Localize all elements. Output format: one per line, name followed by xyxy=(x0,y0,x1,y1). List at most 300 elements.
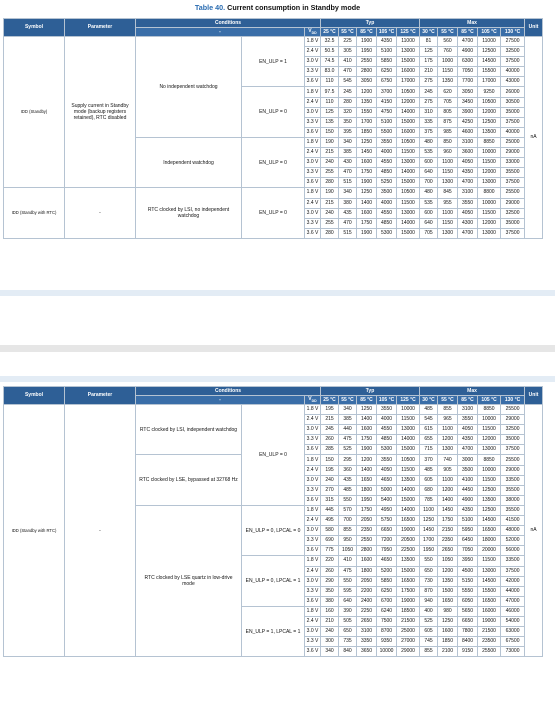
value-cell: 11500 xyxy=(397,198,420,208)
value-cell: 11500 xyxy=(478,158,501,168)
col-header-temp: 55 °C xyxy=(339,28,357,37)
value-cell: 125 xyxy=(420,47,438,57)
col-header-conditions-dash: - xyxy=(136,28,305,37)
vdd-cell: 2.4 V xyxy=(305,566,321,576)
value-cell: 940 xyxy=(420,596,438,606)
value-cell: 5250 xyxy=(377,178,397,188)
value-cell: 290 xyxy=(321,576,339,586)
value-cell: 805 xyxy=(438,107,458,117)
value-cell: 340 xyxy=(339,405,357,415)
value-cell: 270 xyxy=(321,485,339,495)
vdd-cell: 3.6 V xyxy=(305,77,321,87)
value-cell: 4850 xyxy=(377,168,397,178)
value-cell: 1150 xyxy=(438,218,458,228)
value-cell: 10000 xyxy=(478,198,501,208)
value-cell: 440 xyxy=(339,425,357,435)
value-cell: 29000 xyxy=(501,198,525,208)
value-cell: 21500 xyxy=(397,616,420,626)
col-header-max: Max xyxy=(420,387,525,396)
value-cell: 1900 xyxy=(357,445,377,455)
value-cell: 5300 xyxy=(377,228,397,238)
table-title xyxy=(0,2,555,14)
value-cell: 1200 xyxy=(357,87,377,97)
vdd-cell: 3.3 V xyxy=(305,117,321,127)
col-header-temp: 105 °C xyxy=(377,396,397,405)
value-cell: 4650 xyxy=(377,556,397,566)
value-cell: 4350 xyxy=(377,37,397,47)
value-cell: 1400 xyxy=(357,198,377,208)
value-cell: 240 xyxy=(321,627,339,637)
value-cell: 1000 xyxy=(438,57,458,67)
value-cell: 240 xyxy=(321,208,339,218)
value-cell: 9250 xyxy=(478,87,501,97)
value-cell: 19000 xyxy=(478,616,501,626)
vdd-cell: 3.3 V xyxy=(305,637,321,647)
value-cell: 6750 xyxy=(377,77,397,87)
value-cell: 81 xyxy=(420,37,438,47)
value-cell: 16500 xyxy=(478,596,501,606)
value-cell: 1400 xyxy=(357,415,377,425)
value-cell: 11500 xyxy=(478,475,501,485)
value-cell: 15000 xyxy=(397,228,420,238)
value-cell: 1300 xyxy=(438,178,458,188)
value-cell: 705 xyxy=(420,228,438,238)
value-cell: 17000 xyxy=(397,77,420,87)
condition-cell: RTC clocked by LSE quartz in low-drive mode xyxy=(136,505,242,656)
ulp-cell: EN_ULP = 0, LPCAL = 1 xyxy=(242,556,305,606)
ulp-cell: EN_ULP = 0 xyxy=(242,87,305,137)
value-cell: 445 xyxy=(321,505,339,515)
vdd-cell: 3.0 V xyxy=(305,475,321,485)
vdd-cell: 1.8 V xyxy=(305,37,321,47)
value-cell: 1850 xyxy=(438,637,458,647)
value-cell: 335 xyxy=(420,117,438,127)
value-cell: 475 xyxy=(339,566,357,576)
value-cell: 42000 xyxy=(501,576,525,586)
value-cell: 195 xyxy=(321,465,339,475)
value-cell: 1950 xyxy=(420,546,438,556)
value-cell: 640 xyxy=(339,596,357,606)
symbol-cell: IDD (Standby with RTC) xyxy=(4,405,65,657)
value-cell: 29000 xyxy=(397,647,420,657)
value-cell: 370 xyxy=(420,455,438,465)
value-cell: 1150 xyxy=(438,168,458,178)
value-cell: 10500 xyxy=(397,137,420,147)
col-header-symbol: Symbol xyxy=(4,19,65,37)
value-cell: 46000 xyxy=(501,606,525,616)
value-cell: 485 xyxy=(420,405,438,415)
value-cell: 52000 xyxy=(501,536,525,546)
ulp-cell: EN_ULP = 1, LPCAL = 1 xyxy=(242,606,305,656)
value-cell: 43000 xyxy=(501,77,525,87)
value-cell: 27500 xyxy=(501,37,525,47)
value-cell: 950 xyxy=(339,536,357,546)
value-cell: 3050 xyxy=(357,77,377,87)
value-cell: 700 xyxy=(420,178,438,188)
value-cell: 7800 xyxy=(458,627,478,637)
value-cell: 13500 xyxy=(397,556,420,566)
value-cell: 5100 xyxy=(458,516,478,526)
value-cell: 280 xyxy=(321,178,339,188)
value-cell: 740 xyxy=(438,455,458,465)
value-cell: 4300 xyxy=(458,218,478,228)
value-cell: 2650 xyxy=(438,546,458,556)
value-cell: 1600 xyxy=(357,556,377,566)
value-cell: 4450 xyxy=(458,485,478,495)
value-cell: 3100 xyxy=(458,405,478,415)
condition-cell: RTC clocked by LSI, no independent watchdog xyxy=(136,188,242,238)
value-cell: 11500 xyxy=(478,208,501,218)
value-cell: 5300 xyxy=(377,445,397,455)
value-cell: 11500 xyxy=(478,425,501,435)
value-cell: 340 xyxy=(339,188,357,198)
value-cell: 14000 xyxy=(397,168,420,178)
value-cell: 360 xyxy=(339,465,357,475)
value-cell: 15000 xyxy=(397,178,420,188)
value-cell: 13000 xyxy=(397,47,420,57)
value-cell: 9350 xyxy=(377,637,397,647)
value-cell: 595 xyxy=(339,586,357,596)
value-cell: 215 xyxy=(321,415,339,425)
symbol-cell: IDD (Standby) xyxy=(4,37,65,188)
value-cell: 1750 xyxy=(438,516,458,526)
vdd-cell: 3.0 V xyxy=(305,158,321,168)
value-cell: 175 xyxy=(420,57,438,67)
value-cell: 35500 xyxy=(501,505,525,515)
value-cell: 10500 xyxy=(397,455,420,465)
value-cell: 4100 xyxy=(458,475,478,485)
value-cell: 10500 xyxy=(397,188,420,198)
value-cell: 1450 xyxy=(438,505,458,515)
value-cell: 760 xyxy=(438,47,458,57)
vdd-cell: 2.4 V xyxy=(305,516,321,526)
value-cell: 11000 xyxy=(478,37,501,47)
value-cell: 32500 xyxy=(501,425,525,435)
value-cell: 2350 xyxy=(438,536,458,546)
col-header-temp: 55 °C xyxy=(339,396,357,405)
value-cell: 8400 xyxy=(458,637,478,647)
value-cell: 1100 xyxy=(438,158,458,168)
value-cell: 14000 xyxy=(397,485,420,495)
value-cell: 8850 xyxy=(478,455,501,465)
col-header-typ: Typ xyxy=(321,387,420,396)
value-cell: 215 xyxy=(321,148,339,158)
value-cell: 850 xyxy=(438,137,458,147)
col-header-temp: 30 °C xyxy=(420,396,438,405)
vdd-cell: 3.6 V xyxy=(305,495,321,505)
value-cell: 285 xyxy=(321,445,339,455)
value-cell: 260 xyxy=(321,566,339,576)
value-cell: 2650 xyxy=(357,616,377,626)
value-cell: 195 xyxy=(321,405,339,415)
value-cell: 600 xyxy=(420,158,438,168)
value-cell: 35500 xyxy=(501,485,525,495)
value-cell: 35000 xyxy=(501,435,525,445)
value-cell: 160 xyxy=(321,606,339,616)
vdd-cell: 3.3 V xyxy=(305,168,321,178)
value-cell: 2550 xyxy=(357,536,377,546)
value-cell: 1900 xyxy=(357,228,377,238)
page-footer-band xyxy=(0,290,555,296)
value-cell: 12000 xyxy=(478,435,501,445)
value-cell: 7050 xyxy=(458,546,478,556)
value-cell: 4550 xyxy=(377,158,397,168)
col-header-parameter: Parameter xyxy=(65,19,136,37)
col-header-conditions-dash: - xyxy=(136,396,305,405)
value-cell: 1800 xyxy=(357,485,377,495)
value-cell: 2800 xyxy=(357,67,377,77)
value-cell: 855 xyxy=(420,647,438,657)
value-cell: 255 xyxy=(321,218,339,228)
vdd-cell: 3.6 V xyxy=(305,127,321,137)
value-cell: 190 xyxy=(321,137,339,147)
value-cell: 8800 xyxy=(478,188,501,198)
value-cell: 955 xyxy=(438,198,458,208)
vdd-cell: 3.3 V xyxy=(305,218,321,228)
value-cell: 2400 xyxy=(357,596,377,606)
vdd-cell: 3.6 V xyxy=(305,647,321,657)
value-cell: 640 xyxy=(420,168,438,178)
value-cell: 18500 xyxy=(397,606,420,616)
value-cell: 845 xyxy=(438,188,458,198)
value-cell: 280 xyxy=(321,228,339,238)
value-cell: 1600 xyxy=(357,158,377,168)
col-header-temp: 130 °C xyxy=(501,28,525,37)
value-cell: 240 xyxy=(321,158,339,168)
value-cell: 4850 xyxy=(377,218,397,228)
col-header-vdd: $V_{DD}$ xyxy=(305,396,321,405)
value-cell: 10000 xyxy=(478,465,501,475)
value-cell: 30500 xyxy=(501,97,525,107)
value-cell: 4050 xyxy=(458,208,478,218)
value-cell: 12000 xyxy=(478,168,501,178)
value-cell: 4600 xyxy=(458,127,478,137)
value-cell: 37500 xyxy=(501,57,525,67)
value-cell: 7700 xyxy=(458,77,478,87)
value-cell: 1100 xyxy=(420,505,438,515)
value-cell: 11500 xyxy=(397,415,420,425)
vdd-cell: 1.8 V xyxy=(305,556,321,566)
value-cell: 480 xyxy=(420,137,438,147)
value-cell: 1400 xyxy=(438,495,458,505)
col-header-temp: 125 °C xyxy=(397,396,420,405)
value-cell: 1200 xyxy=(357,455,377,465)
value-cell: 4500 xyxy=(458,566,478,576)
vdd-cell: 2.4 V xyxy=(305,198,321,208)
value-cell: 73000 xyxy=(501,647,525,657)
value-cell: 4350 xyxy=(458,168,478,178)
vdd-cell: 2.4 V xyxy=(305,97,321,107)
value-cell: 32.5 xyxy=(321,37,339,47)
table-row xyxy=(4,37,543,47)
value-cell: 19000 xyxy=(397,526,420,536)
value-cell: 605 xyxy=(420,475,438,485)
value-cell: 350 xyxy=(339,117,357,127)
value-cell: 245 xyxy=(321,425,339,435)
value-cell: 13000 xyxy=(478,445,501,455)
vdd-cell: 3.0 V xyxy=(305,107,321,117)
value-cell: 1850 xyxy=(357,127,377,137)
value-cell: 1300 xyxy=(438,228,458,238)
standby-current-table-part-1 xyxy=(3,18,543,239)
value-cell: 980 xyxy=(438,606,458,616)
value-cell: 83.0 xyxy=(321,67,339,77)
value-cell: 400 xyxy=(420,606,438,616)
value-cell: 97.5 xyxy=(321,87,339,97)
col-header-temp: 85 °C xyxy=(357,396,377,405)
value-cell: 14000 xyxy=(397,218,420,228)
table-row xyxy=(4,405,543,415)
value-cell: 6650 xyxy=(458,616,478,626)
col-header-temp: 125 °C xyxy=(397,28,420,37)
value-cell: 855 xyxy=(339,526,357,536)
value-cell: 26000 xyxy=(501,87,525,97)
value-cell: 305 xyxy=(339,47,357,57)
value-cell: 4050 xyxy=(377,465,397,475)
value-cell: 48000 xyxy=(501,526,525,536)
value-cell: 1750 xyxy=(357,218,377,228)
value-cell: 775 xyxy=(321,546,339,556)
value-cell: 3450 xyxy=(458,97,478,107)
value-cell: 20500 xyxy=(397,536,420,546)
value-cell: 550 xyxy=(420,556,438,566)
value-cell: 245 xyxy=(339,87,357,97)
value-cell: 63000 xyxy=(501,627,525,637)
value-cell: 4550 xyxy=(377,208,397,218)
value-cell: 470 xyxy=(339,67,357,77)
value-cell: 295 xyxy=(339,455,357,465)
value-cell: 515 xyxy=(339,178,357,188)
value-cell: 3000 xyxy=(458,455,478,465)
table-row xyxy=(4,188,543,198)
value-cell: 640 xyxy=(420,218,438,228)
value-cell: 5400 xyxy=(377,495,397,505)
value-cell: 18000 xyxy=(478,536,501,546)
vdd-cell: 3.6 V xyxy=(305,228,321,238)
value-cell: 29000 xyxy=(501,415,525,425)
value-cell: 375 xyxy=(420,127,438,137)
value-cell: 8700 xyxy=(377,627,397,637)
value-cell: 1900 xyxy=(357,178,377,188)
value-cell: 2200 xyxy=(357,586,377,596)
value-cell: 3550 xyxy=(377,137,397,147)
value-cell: 3500 xyxy=(377,188,397,198)
value-cell: 385 xyxy=(339,148,357,158)
value-cell: 5750 xyxy=(377,516,397,526)
value-cell: 470 xyxy=(339,168,357,178)
col-header-temp: 85 °C xyxy=(357,28,377,37)
value-cell: 3050 xyxy=(458,87,478,97)
value-cell: 680 xyxy=(420,485,438,495)
col-header-temp: 25 °C xyxy=(321,28,339,37)
value-cell: 22500 xyxy=(397,546,420,556)
value-cell: 390 xyxy=(339,606,357,616)
condition-cell: Independent watchdog xyxy=(136,137,242,187)
ulp-cell: EN_ULP = 0, LPCAL = 0 xyxy=(242,505,305,555)
value-cell: 15000 xyxy=(397,495,420,505)
value-cell: 40000 xyxy=(501,127,525,137)
value-cell: 1450 xyxy=(420,526,438,536)
col-header-temp: 85 °C xyxy=(458,396,478,405)
value-cell: 3550 xyxy=(458,198,478,208)
value-cell: 1600 xyxy=(357,208,377,218)
value-cell: 875 xyxy=(438,117,458,127)
value-cell: 380 xyxy=(321,596,339,606)
value-cell: 3350 xyxy=(357,637,377,647)
value-cell: 16500 xyxy=(397,516,420,526)
value-cell: 225 xyxy=(339,37,357,47)
value-cell: 855 xyxy=(438,405,458,415)
value-cell: 410 xyxy=(339,556,357,566)
value-cell: 12000 xyxy=(478,107,501,117)
value-cell: 10500 xyxy=(397,87,420,97)
value-cell: 5500 xyxy=(377,127,397,137)
value-cell: 1550 xyxy=(357,107,377,117)
value-cell: 4050 xyxy=(458,158,478,168)
value-cell: 125 xyxy=(321,107,339,117)
value-cell: 1150 xyxy=(438,67,458,77)
value-cell: 35500 xyxy=(501,168,525,178)
value-cell: 350 xyxy=(321,586,339,596)
value-cell: 41500 xyxy=(501,516,525,526)
value-cell: 110 xyxy=(321,97,339,107)
value-cell: 905 xyxy=(438,465,458,475)
value-cell: 37500 xyxy=(501,178,525,188)
value-cell: 25000 xyxy=(501,137,525,147)
value-cell: 470 xyxy=(339,218,357,228)
vdd-cell: 3.6 V xyxy=(305,546,321,556)
value-cell: 3500 xyxy=(458,465,478,475)
value-cell: 6050 xyxy=(458,596,478,606)
standby-current-table-part-2 xyxy=(3,386,543,657)
value-cell: 1100 xyxy=(438,208,458,218)
col-header-temp: 55 °C xyxy=(438,28,458,37)
value-cell: 1750 xyxy=(357,505,377,515)
value-cell: 1750 xyxy=(357,168,377,178)
value-cell: 1900 xyxy=(357,37,377,47)
value-cell: 1100 xyxy=(438,425,458,435)
value-cell: 2050 xyxy=(357,516,377,526)
value-cell: 29000 xyxy=(501,465,525,475)
value-cell: 1300 xyxy=(438,445,458,455)
value-cell: 40000 xyxy=(501,67,525,77)
value-cell: 6700 xyxy=(377,596,397,606)
ulp-cell: EN_ULP = 1 xyxy=(242,37,305,87)
col-header-temp: 55 °C xyxy=(438,396,458,405)
vdd-cell: 3.0 V xyxy=(305,425,321,435)
vdd-cell: 1.8 V xyxy=(305,505,321,515)
value-cell: 14000 xyxy=(397,107,420,117)
value-cell: 4700 xyxy=(458,178,478,188)
value-cell: 110 xyxy=(321,77,339,87)
value-cell: 1250 xyxy=(357,405,377,415)
value-cell: 435 xyxy=(339,475,357,485)
value-cell: 430 xyxy=(339,158,357,168)
value-cell: 19000 xyxy=(397,596,420,606)
value-cell: 150 xyxy=(321,127,339,137)
value-cell: 35000 xyxy=(501,107,525,117)
value-cell: 15500 xyxy=(478,67,501,77)
value-cell: 1350 xyxy=(357,97,377,107)
value-cell: 13500 xyxy=(478,127,501,137)
value-cell: 1500 xyxy=(438,586,458,596)
value-cell: 5150 xyxy=(458,576,478,586)
value-cell: 13000 xyxy=(478,566,501,576)
value-cell: 3100 xyxy=(458,188,478,198)
value-cell: 545 xyxy=(339,77,357,87)
value-cell: 3550 xyxy=(377,405,397,415)
vdd-cell: 3.6 V xyxy=(305,596,321,606)
